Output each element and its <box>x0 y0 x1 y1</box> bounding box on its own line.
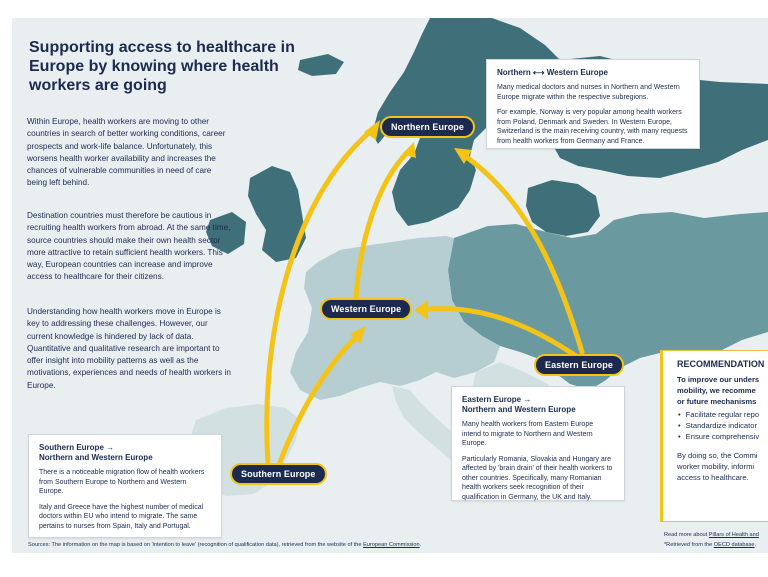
sources-footnote: Sources: The information on the map is based on 'intention to leave' (recognition of qualification data), retrieved from the website of the European Commission. <box>28 542 422 548</box>
recommendation-item: • Standardize indicator <box>687 420 768 431</box>
card-north-west-heading: Northern ⟷ Western Europe <box>497 68 608 77</box>
recommendation-closing-2: worker mobility, informi <box>677 462 755 471</box>
card-north-west-text-2: For example, Norway is very popular among health workers from Poland, Denmark and Sweden. In Western Europe, Switzerland is the main receiving country, with many requests from health workers from Germany and France. <box>497 109 688 145</box>
retrieved-footnote: *Retrieved from the OECD database. <box>664 542 757 548</box>
recommendation-lead-1: To improve our unders <box>677 375 760 384</box>
pillars-of-health-link[interactable]: Pillars of Health and <box>708 532 759 538</box>
page-title: Supporting access to healthcare in Europe by knowing where health workers are going <box>29 39 295 94</box>
card-southern-heading: Southern Europe → Northern and Western Europe <box>39 443 153 462</box>
arrow-right-icon: → <box>106 443 115 452</box>
recommendation-item: • Facilitate regular repo <box>687 409 768 420</box>
recommendation-panel <box>660 350 768 522</box>
region-pill-southern: Southern Europe <box>230 463 327 485</box>
recommendation-item: • Ensure comprehensiv <box>687 431 768 442</box>
intro-paragraph-2: Destination countries must therefore be cautious in recruiting health workers from abroad. At the same time, source countries should make their own health sector more attractive to retain sufficient health workers. This way, European countries can increase and improve access to healthcare for their citizens. <box>27 211 231 282</box>
recommendation-lead-3: or future mechanisms <box>677 397 757 406</box>
card-eastern-heading: Eastern Europe → Northern and Western Europe <box>462 395 576 414</box>
oecd-database-link[interactable]: OECD database <box>713 542 755 548</box>
region-pill-northern: Northern Europe <box>380 116 475 138</box>
baltics-landmass <box>526 180 600 236</box>
card-southern-text-1: There is a noticeable migration flow of health workers from Southern Europe to Northern and Western Europe. <box>39 469 205 495</box>
card-eastern-text-2: Particularly Romania, Slovakia and Hungary are affected by 'brain drain' of their health workers to other countries. Specifically, many Romanian health workers seek recognition of their qualification in Germany, the UK and Italy. <box>462 455 613 501</box>
card-southern <box>28 434 222 538</box>
european-commission-link[interactable]: European Commission <box>363 542 420 548</box>
card-southern-text-2: Italy and Greece have the highest number of medical doctors within EU who intend to migrate. The same pertains to nurses from Spain, Italy and Portugal. <box>39 503 204 530</box>
region-pill-eastern: Eastern Europe <box>534 354 624 376</box>
arrow-right-icon: → <box>523 395 532 404</box>
card-north-west <box>486 59 700 149</box>
iceland-landmass <box>298 54 344 76</box>
card-north-west-text-1: Many medical doctors and nurses in Northern and Western Europe migrate within the respective subregions. <box>497 84 680 101</box>
intro-paragraph-3: Understanding how health workers move in Europe is key to addressing these challenges. However, our current knowledge is hindered by lack of data. Quantitative and qualitative research are important to offer insight into mobility patterns as well as the motivations, experiences and needs of health workers in Europe. <box>27 307 231 390</box>
read-more-footnote: Read more about Pillars of Health and <box>664 532 759 538</box>
double-arrow-icon: ⟷ <box>533 68 545 77</box>
recommendation-list <box>677 409 768 442</box>
card-eastern <box>451 386 625 501</box>
recommendation-closing-1: By doing so, the Commi <box>677 451 758 460</box>
recommendation-title: RECOMMENDATION <box>677 359 765 369</box>
recommendation-lead-2: mobility, we recomme <box>677 386 756 395</box>
region-pill-western: Western Europe <box>320 298 412 320</box>
intro-paragraph-1: Within Europe, health workers are moving to other countries in search of better working conditions, career prospects and work-life balance. Unfortunately, this worsens health worker availability and increases the chances of vulnerable communities in need of care being left behind. <box>27 117 226 188</box>
recommendation-closing-3: access to healthcare. <box>677 473 749 482</box>
card-eastern-text-1: Many health workers from Eastern Europe intend to migrate to Northern and Western Europe. <box>462 421 594 447</box>
